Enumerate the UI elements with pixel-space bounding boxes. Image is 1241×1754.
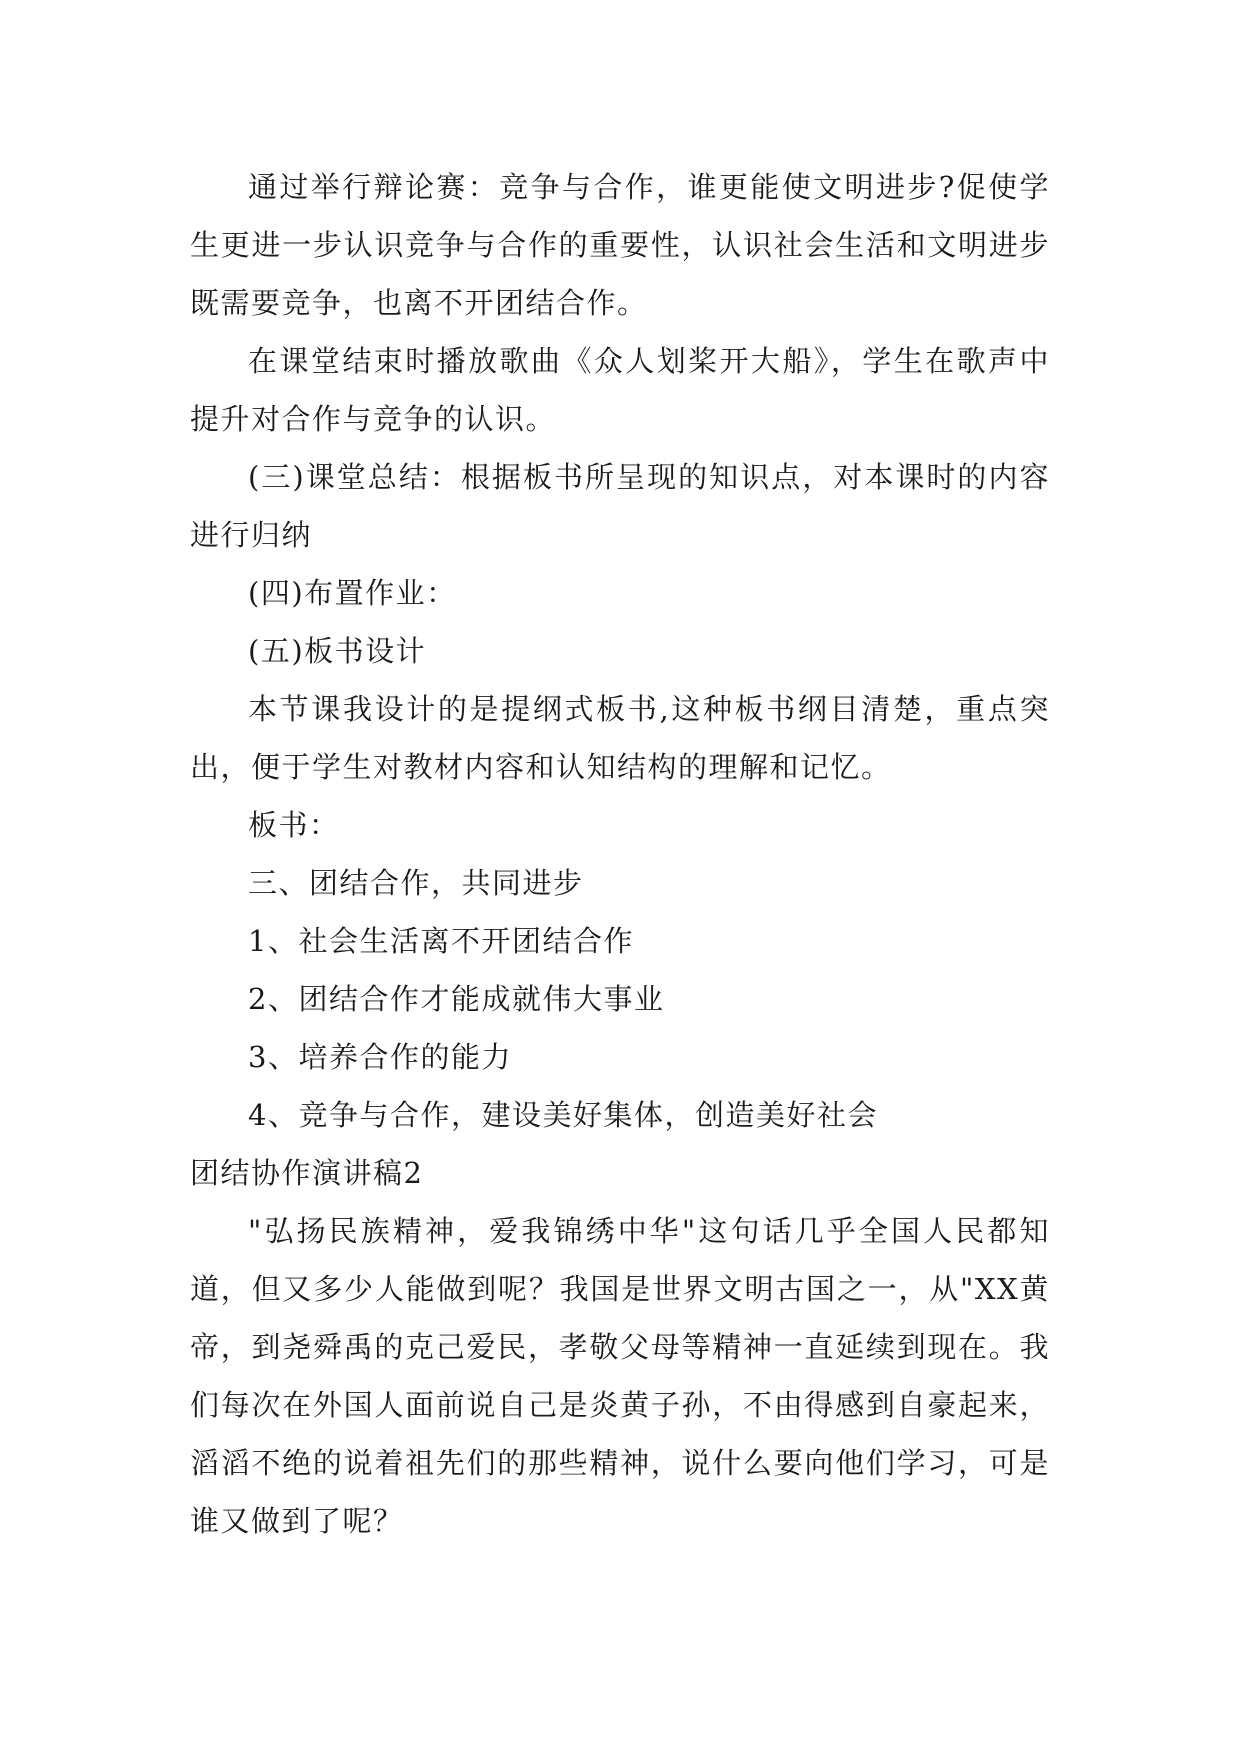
board-item-4: 4、竞争与合作，建设美好集体，创造美好社会 [248,1098,878,1132]
paragraph-board-label: 板书： [248,808,340,842]
paragraph-summary: (三)课堂总结：根据板书所呈现的知识点，对本课时的内容进行归纳 [190,460,1050,552]
board-item-2: 2、团结合作才能成就伟大事业 [248,982,665,1016]
paragraph-debate: 通过举行辩论赛：竞争与合作，谁更能使文明进步?促使学生更进一步认识竞争与合作的重要性，认识社会生活和文明进步既需要竞争，也离不开团结合作。 [190,170,1050,320]
board-item-1: 1、社会生活离不开团结合作 [248,924,634,958]
board-item-3: 3、培养合作的能力 [248,1040,512,1074]
paragraph-song: 在课堂结束时播放歌曲《众人划桨开大船》，学生在歌声中提升对合作与竞争的认识。 [190,344,1050,436]
paragraph-speech: "弘扬民族精神，爱我锦绣中华"这句话几乎全国人民都知道，但又多少人能做到呢？我国是世界文明古国之一，从"XX黄帝，到尧舜禹的克己爱民，孝敬父母等精神一直延续到现在。我们每次在外国人面前说自己是炎黄子孙，不由得感到自豪起来，滔滔不绝的说着祖先们的那些精神，说什么要向他们学习，可是谁又做到了呢？ [190,1214,1050,1538]
paragraph-board-explanation: 本节课我设计的是提纲式板书,这种板书纲目清楚，重点突出，便于学生对教材内容和认知结构的理解和记忆。 [190,692,1050,784]
board-heading: 三、团结合作，共同进步 [248,866,584,900]
document-page [190,158,1050,1550]
section-title: 团结协作演讲稿2 [190,1156,424,1190]
paragraph-homework: (四)布置作业： [248,576,457,610]
paragraph-board-design: (五)板书设计 [248,634,427,668]
